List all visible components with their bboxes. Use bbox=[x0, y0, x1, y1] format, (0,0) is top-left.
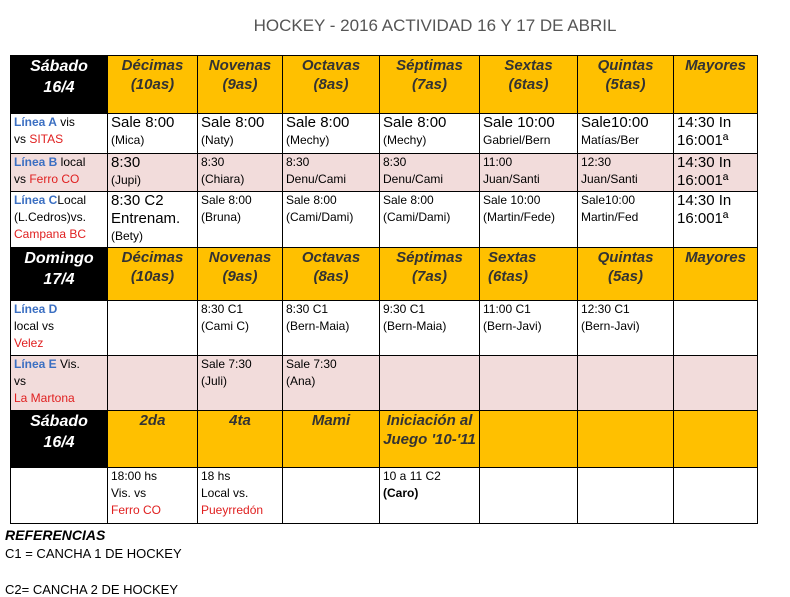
schedule-cell bbox=[480, 356, 578, 411]
schedule-cell bbox=[578, 468, 674, 524]
category-name: 4ta bbox=[229, 412, 251, 429]
category-header bbox=[108, 411, 198, 468]
cell-line: 8:30 C1 bbox=[286, 302, 329, 316]
category-code: (9as) bbox=[222, 76, 258, 93]
category-name: Séptimas bbox=[396, 249, 463, 266]
cell-line: (Bern-Javi) bbox=[483, 319, 542, 333]
cell-line: (Bruna) bbox=[201, 210, 242, 224]
category-code: (10as) bbox=[130, 268, 175, 285]
schedule-row bbox=[11, 192, 758, 248]
line-label bbox=[11, 154, 108, 192]
cell-line: Gabriel/Bern bbox=[483, 133, 551, 147]
category-name: Mami bbox=[311, 412, 351, 429]
cell-line: Sale 10:00 bbox=[483, 114, 555, 131]
schedule-cell bbox=[198, 114, 283, 154]
schedule-cell bbox=[283, 192, 380, 248]
schedule-row bbox=[11, 301, 758, 356]
day-name: Sábado bbox=[30, 413, 88, 430]
cell-line: Juan/Santi bbox=[483, 172, 540, 186]
schedule-cell bbox=[198, 468, 283, 524]
category-code: (5as) bbox=[607, 268, 644, 285]
schedule-cell bbox=[283, 468, 380, 524]
cell-line: (Chiara) bbox=[201, 172, 245, 186]
cell-line: 8:30 bbox=[201, 155, 225, 169]
category-name: Novenas bbox=[208, 57, 272, 74]
line-label bbox=[11, 301, 108, 356]
opponent-team: Ferro CO bbox=[111, 503, 162, 517]
line-name: Línea C bbox=[14, 193, 58, 207]
cell-line: Sale 7:30 bbox=[201, 357, 252, 371]
references bbox=[5, 527, 182, 597]
cell-line: (Juli) bbox=[201, 374, 227, 388]
schedule-cell bbox=[380, 468, 480, 524]
cell-line: 11:00 bbox=[483, 155, 513, 169]
category-name: Mayores bbox=[685, 249, 746, 266]
schedule-cell bbox=[380, 154, 480, 192]
category-name: Novenas bbox=[208, 249, 272, 266]
line-type: Vis. bbox=[56, 357, 80, 371]
line-name: Línea E bbox=[14, 357, 57, 371]
category-header bbox=[198, 248, 283, 301]
empty-cell bbox=[11, 468, 108, 524]
header-row bbox=[11, 248, 758, 301]
opponent-team: La Martona bbox=[14, 391, 75, 405]
line-type: local bbox=[57, 155, 86, 169]
line-type: vis bbox=[56, 115, 75, 129]
schedule-cell bbox=[283, 301, 380, 356]
line-name: Línea A bbox=[14, 115, 57, 129]
opponent-team: Pueyrredón bbox=[201, 503, 264, 517]
cell-line: (Cami/Dami) bbox=[383, 210, 451, 224]
opponent-team: SITAS bbox=[29, 132, 64, 146]
category-header bbox=[283, 411, 380, 468]
cell-line: 18 hs bbox=[201, 469, 231, 483]
cell-line: 14:30 In bbox=[677, 192, 732, 209]
cell-line: 12:30 C1 bbox=[581, 302, 630, 316]
line-label bbox=[11, 192, 108, 248]
schedule-cell bbox=[108, 356, 198, 411]
category-code: (6tas) bbox=[508, 76, 549, 93]
cell-line: Sale 8:00 bbox=[201, 114, 265, 131]
category-header bbox=[380, 56, 480, 114]
schedule-cell bbox=[674, 114, 758, 154]
cell-line: Sale 8:00 bbox=[383, 114, 447, 131]
line-vs: vs bbox=[14, 132, 30, 146]
category-name: Iniciación al Juego '10-'11 bbox=[383, 412, 476, 448]
header-row bbox=[11, 56, 758, 114]
category-header bbox=[578, 56, 674, 114]
category-header bbox=[480, 56, 578, 114]
schedule-cell bbox=[198, 301, 283, 356]
category-name: Octavas bbox=[301, 249, 361, 266]
cell-line: (Bern-Javi) bbox=[581, 319, 640, 333]
category-header bbox=[480, 248, 578, 301]
opponent-team: Velez bbox=[14, 336, 44, 350]
line-label bbox=[11, 356, 108, 411]
cell-line: (Jupi) bbox=[111, 173, 142, 187]
category-code: (7as) bbox=[411, 76, 448, 93]
cell-line: Martin/Fed bbox=[581, 210, 639, 224]
category-header bbox=[480, 411, 578, 468]
schedule-cell bbox=[283, 114, 380, 154]
schedule-cell bbox=[108, 114, 198, 154]
category-header bbox=[283, 56, 380, 114]
schedule-cell bbox=[380, 114, 480, 154]
cell-line: 14:30 In bbox=[677, 114, 732, 131]
schedule-row bbox=[11, 468, 758, 524]
schedule-cell bbox=[198, 154, 283, 192]
schedule-cell bbox=[380, 301, 480, 356]
category-code: (8as) bbox=[313, 76, 349, 93]
cell-line: 16:001ª bbox=[677, 172, 729, 189]
references-heading: REFERENCIAS bbox=[5, 527, 106, 543]
schedule-cell bbox=[674, 356, 758, 411]
schedule-row bbox=[11, 114, 758, 154]
cell-line: 10 a 11 C2 bbox=[383, 469, 441, 483]
cell-line: 11:00 C1 bbox=[483, 302, 531, 316]
day-name: Sábado bbox=[30, 58, 88, 75]
schedule-cell bbox=[198, 192, 283, 248]
category-name: Séptimas bbox=[396, 57, 463, 74]
cell-line: Sale 10:00 bbox=[483, 193, 541, 207]
schedule-cell bbox=[108, 301, 198, 356]
schedule-cell bbox=[674, 301, 758, 356]
category-name: Sextas bbox=[504, 57, 553, 74]
category-header bbox=[198, 411, 283, 468]
cell-line: Local vs. bbox=[201, 486, 249, 500]
cell-line: 8:30 C1 bbox=[201, 302, 244, 316]
cell-line: (Mica) bbox=[111, 133, 145, 147]
reference-c2: C2= CANCHA 2 DE HOCKEY bbox=[5, 582, 179, 597]
cell-line: (Cami C) bbox=[201, 319, 249, 333]
cell-line: Sale 7:30 bbox=[286, 357, 337, 371]
category-code: (9as) bbox=[222, 268, 258, 285]
cell-line: 8:30 C2 bbox=[111, 192, 164, 209]
cell-line: Sale 8:00 bbox=[286, 114, 350, 131]
category-header bbox=[380, 411, 480, 468]
line-type: Local bbox=[57, 193, 87, 207]
cell-line: Sale10:00 bbox=[581, 114, 649, 131]
cell-line: Sale10:00 bbox=[581, 193, 636, 207]
cell-line: (Bety) bbox=[111, 229, 144, 243]
cell-line: (Mechy) bbox=[383, 133, 427, 147]
category-name: Octavas bbox=[301, 57, 361, 74]
cell-line: 14:30 In bbox=[677, 154, 732, 171]
cell-line: (Mechy) bbox=[286, 133, 330, 147]
cell-line: Sale 8:00 bbox=[111, 114, 175, 131]
category-name: Décimas bbox=[121, 249, 184, 266]
cell-line: Denu/Cami bbox=[286, 172, 347, 186]
schedule-cell bbox=[578, 356, 674, 411]
schedule-cell bbox=[108, 154, 198, 192]
day-date: 16/4 bbox=[43, 434, 75, 451]
cell-line: (Bern-Maia) bbox=[383, 319, 447, 333]
cell-line: (Caro) bbox=[383, 486, 419, 500]
schedule-cell bbox=[674, 468, 758, 524]
schedule-cell bbox=[480, 192, 578, 248]
day-date: 16/4 bbox=[43, 79, 75, 96]
day-date: 17/4 bbox=[43, 271, 75, 288]
schedule-cell bbox=[380, 356, 480, 411]
cell-line: Entrenam. bbox=[111, 210, 181, 227]
category-header bbox=[674, 56, 758, 114]
schedule-cell bbox=[674, 154, 758, 192]
category-code: (10as) bbox=[130, 76, 175, 93]
schedule-cell bbox=[108, 468, 198, 524]
cell-line: (Martin/Fede) bbox=[483, 210, 556, 224]
cell-line: Juan/Santi bbox=[581, 172, 638, 186]
category-header bbox=[380, 248, 480, 301]
cell-line: 8:30 bbox=[383, 155, 407, 169]
schedule-table bbox=[10, 55, 758, 524]
schedule-cell bbox=[578, 192, 674, 248]
opponent-team: Campana BC bbox=[14, 227, 87, 241]
cell-line: Sale 8:00 bbox=[286, 193, 337, 207]
cell-line: (Bern-Maia) bbox=[286, 319, 350, 333]
schedule-cell bbox=[578, 154, 674, 192]
schedule-cell bbox=[674, 192, 758, 248]
cell-line: Sale 8:00 bbox=[201, 193, 252, 207]
line-vs: vs bbox=[14, 172, 30, 186]
category-code: (7as) bbox=[411, 268, 448, 285]
day-name: Domingo bbox=[24, 250, 94, 267]
line-name: Línea D bbox=[14, 302, 58, 316]
day-cell bbox=[11, 248, 108, 301]
category-code: (6tas) bbox=[488, 268, 529, 285]
cell-line: Denu/Cami bbox=[383, 172, 444, 186]
category-header bbox=[674, 248, 758, 301]
schedule-cell bbox=[480, 301, 578, 356]
line-name: Línea B bbox=[14, 155, 58, 169]
cell-line: 16:001ª bbox=[677, 132, 729, 149]
cell-line: (Ana) bbox=[286, 374, 316, 388]
schedule-cell bbox=[480, 154, 578, 192]
category-name: Sextas bbox=[488, 249, 537, 266]
schedule-cell bbox=[108, 192, 198, 248]
schedule-row bbox=[11, 154, 758, 192]
category-code: (5tas) bbox=[605, 76, 646, 93]
category-header bbox=[198, 56, 283, 114]
cell-line: Matías/Ber bbox=[581, 133, 640, 147]
schedule-cell bbox=[578, 114, 674, 154]
cell-line: 8:30 bbox=[286, 155, 310, 169]
cell-line: Vis. vs bbox=[111, 486, 147, 500]
category-header bbox=[283, 248, 380, 301]
line-label bbox=[11, 114, 108, 154]
reference-c1: C1 = CANCHA 1 DE HOCKEY bbox=[5, 546, 182, 561]
schedule-cell bbox=[480, 114, 578, 154]
category-code: (8as) bbox=[313, 268, 349, 285]
schedule-cell bbox=[198, 356, 283, 411]
cell-line: (Cami/Dami) bbox=[286, 210, 354, 224]
category-header bbox=[578, 411, 674, 468]
category-name: Quintas bbox=[597, 249, 654, 266]
cell-line: 8:30 bbox=[111, 154, 141, 171]
schedule-cell bbox=[578, 301, 674, 356]
schedule-cell bbox=[380, 192, 480, 248]
line-vs: (L.Cedros)vs. bbox=[14, 210, 87, 224]
line-vs: local vs bbox=[14, 319, 55, 333]
category-name: 2da bbox=[139, 412, 166, 429]
page-title: HOCKEY - 2016 ACTIVIDAD 16 Y 17 DE ABRIL bbox=[253, 16, 617, 35]
cell-line: Sale 8:00 bbox=[383, 193, 434, 207]
header-row bbox=[11, 411, 758, 468]
schedule-row bbox=[11, 356, 758, 411]
day-cell bbox=[11, 411, 108, 468]
category-name: Quintas bbox=[597, 57, 654, 74]
cell-line: 12:30 bbox=[581, 155, 612, 169]
category-name: Décimas bbox=[121, 57, 184, 74]
category-header bbox=[674, 411, 758, 468]
category-header bbox=[108, 248, 198, 301]
schedule-cell bbox=[283, 154, 380, 192]
category-header bbox=[578, 248, 674, 301]
cell-line: 16:001ª bbox=[677, 210, 729, 227]
day-cell bbox=[11, 56, 108, 114]
cell-line: (Naty) bbox=[201, 133, 234, 147]
cell-line: 18:00 hs bbox=[111, 469, 158, 483]
line-vs: vs bbox=[14, 374, 26, 388]
schedule-cell bbox=[283, 356, 380, 411]
opponent-team: Ferro CO bbox=[29, 172, 80, 186]
schedule-cell bbox=[480, 468, 578, 524]
cell-line: 9:30 C1 bbox=[383, 302, 426, 316]
category-header bbox=[108, 56, 198, 114]
category-name: Mayores bbox=[685, 57, 746, 74]
